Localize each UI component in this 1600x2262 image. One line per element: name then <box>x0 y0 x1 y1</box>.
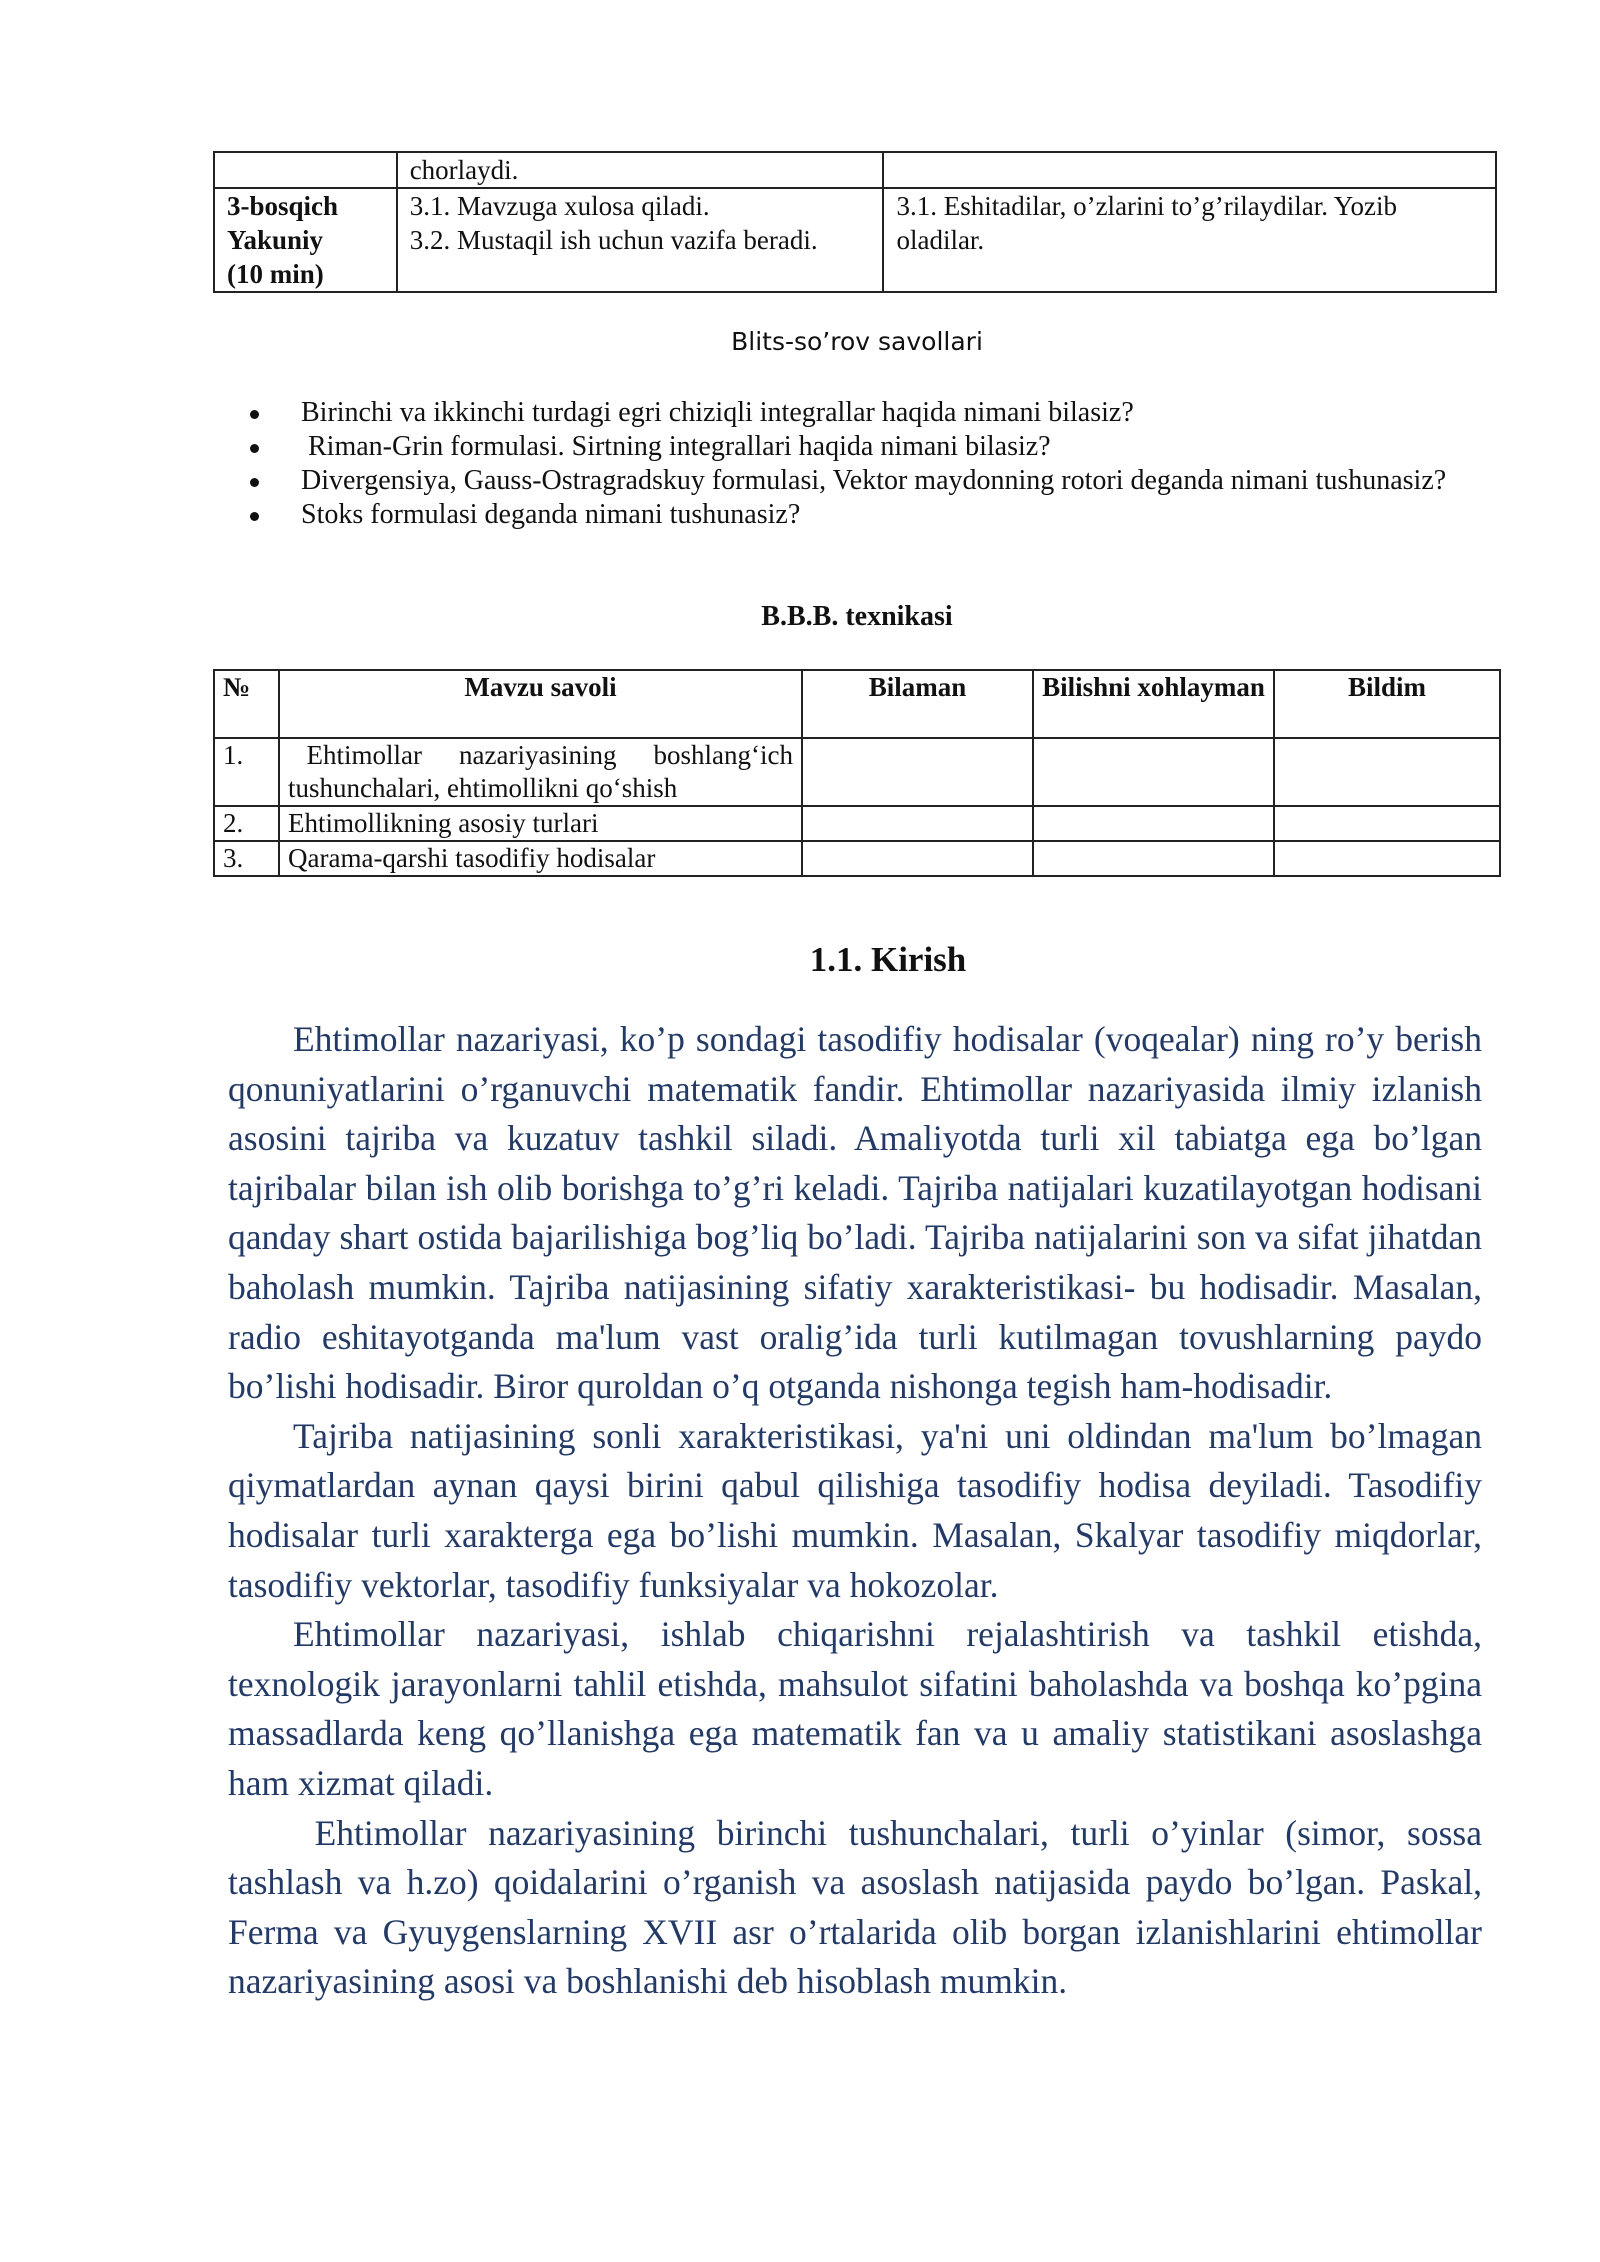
row-question: Qarama-qarshi tasodifiy hodisalar <box>279 841 802 876</box>
stage-label-line: 3-bosqich <box>227 191 339 221</box>
lesson-stage-table <box>213 151 1497 293</box>
bullet-icon <box>250 478 259 487</box>
column-header: Bilaman <box>802 670 1033 738</box>
paragraph: Tajriba natijasining sonli xarakteristikasi, ya'ni uni oldindan ma'lum bo’lmagan qiymatlardan aynan qaysi birini qabul qilishiga tasodifiy hodisa deyiladi. Tasodifiy hodisalar turli xarakterga ega bo’lishi mumkin. Masalan, Skalyar tasodifiy miqdorlar, tasodifiy vektorlar, tasodifiy funksiyalar va hokozolar. <box>228 1415 1482 1605</box>
question-text: Birinchi va ikkinchi turdagi egri chiziqli integrallar haqida nimani bilasiz? <box>301 397 1134 428</box>
table-cell <box>883 152 1496 188</box>
blits-title: Blits-so’rov savollari <box>731 327 983 356</box>
row-question: Ehtimollar nazariyasining boshlang‘ich tushunchalari, ehtimollikni qo‘shish <box>279 738 802 806</box>
stage-label-line: Yakuniy <box>227 225 324 255</box>
table-cell <box>1033 841 1274 876</box>
bbb-title: B.B.B. texnikasi <box>761 601 953 632</box>
table-cell <box>1274 806 1500 841</box>
student-activity-cell: 3.1. Eshitadilar, o’zlarini to’g’rilaydilar. Yozib oladilar. <box>883 188 1496 292</box>
table-row <box>214 806 1500 841</box>
blits-question-list <box>240 396 1485 532</box>
table-cell <box>1274 738 1500 806</box>
section-body <box>228 1015 1491 2007</box>
stage-label-cell <box>214 188 397 292</box>
stage-label-line: (10 min) <box>227 259 324 289</box>
column-header: Bilishni xohlayman <box>1033 670 1274 738</box>
teacher-activity-line: 3.1. Mavzuga xulosa qiladi. <box>409 191 710 221</box>
list-item <box>240 498 1485 532</box>
paragraph: Ehtimollar nazariyasi, ko’p sondagi tasodifiy hodisalar (voqealar) ning ro’y berish qonuniyatlarini o’rganuvchi matematik fandir. Ehtimollar nazariyasida ilmiy izlanish asosini tajriba va kuzatuv tashkil siladi. Amaliyotda turli xil tabiatga ega bo’lgan tajribalar bilan ish olib borishga to’g’ri keladi. Tajriba natijalari kuzatilayotgan hodisani qanday shart ostida bajarilishiga bog’liq bo’ladi. Tajriba natijalarini son va sifat jihatdan baholash mumkin. Tajriba natijasining sifatiy xarakteristikasi- bu hodisadir. Masalan, radio eshitayotganda ma'lum vast oralig’ida turli kutilmagan tovushlarning paydo bo’lishi hodisadir. Biror quroldan o’q otganda nishonga tegish ham-hodisadir. <box>228 1019 1482 1407</box>
row-question: Ehtimollikning asosiy turlari <box>279 806 802 841</box>
bullet-icon <box>250 444 259 453</box>
row-number: 1. <box>214 738 279 806</box>
table-cell <box>1274 841 1500 876</box>
paragraph: Ehtimollar nazariyasi, ishlab chiqarishni rejalashtirish va tashkil etishda, texnologik jarayonlarni tahlil etishda, mahsulot sifatini baholashda va boshqa ko’pgina massadlarda keng qo’llanishga ega matematik fan va u amaliy statistikani asoslashga ham xizmat qiladi. <box>228 1614 1482 1803</box>
table-header-row <box>214 670 1500 738</box>
question-text: Divergensiya, Gauss-Ostragradskuy formulasi, Vektor maydonning rotori deganda nimani tushunasiz? <box>301 465 1447 496</box>
column-header: № <box>214 670 279 738</box>
table-row <box>214 152 1496 188</box>
table-row <box>214 738 1500 806</box>
question-text: Riman-Grin formulasi. Sirtning integrallari haqida nimani bilasiz? <box>301 431 1051 462</box>
bullet-icon <box>250 512 259 521</box>
teacher-activity-cell <box>397 188 884 292</box>
table-cell <box>214 152 397 188</box>
bbb-table <box>213 669 1501 877</box>
section-heading: 1.1. Kirish <box>809 940 967 979</box>
column-header: Bildim <box>1274 670 1500 738</box>
table-cell <box>802 841 1033 876</box>
table-cell <box>1033 738 1274 806</box>
table-cell <box>802 738 1033 806</box>
row-number: 2. <box>214 806 279 841</box>
teacher-activity-line: 3.2. Mustaqil ish uchun vazifa beradi. <box>409 225 818 255</box>
list-item <box>240 464 1485 498</box>
table-row <box>214 188 1496 292</box>
row-number: 3. <box>214 841 279 876</box>
table-cell <box>802 806 1033 841</box>
list-item <box>240 396 1485 430</box>
table-cell <box>1033 806 1274 841</box>
list-item <box>240 430 1485 464</box>
bullet-icon <box>250 410 259 419</box>
question-text: Stoks formulasi deganda nimani tushunasiz? <box>301 499 801 530</box>
paragraph: Ehtimollar nazariyasining birinchi tushunchalari, turli o’yinlar (simor, sossa tashlash va h.zo) qoidalarini o’rganish va asoslash natijasida paydo bo’lgan. Paskal, Ferma va Gyuygenslarning XVII asr o’rtalarida olib borgan izlanishlarini ehtimollar nazariyasining asosi va boshlanishi deb hisoblash mumkin. <box>228 1812 1491 2002</box>
column-header: Mavzu savoli <box>279 670 802 738</box>
table-row <box>214 841 1500 876</box>
table-cell: chorlaydi. <box>397 152 884 188</box>
